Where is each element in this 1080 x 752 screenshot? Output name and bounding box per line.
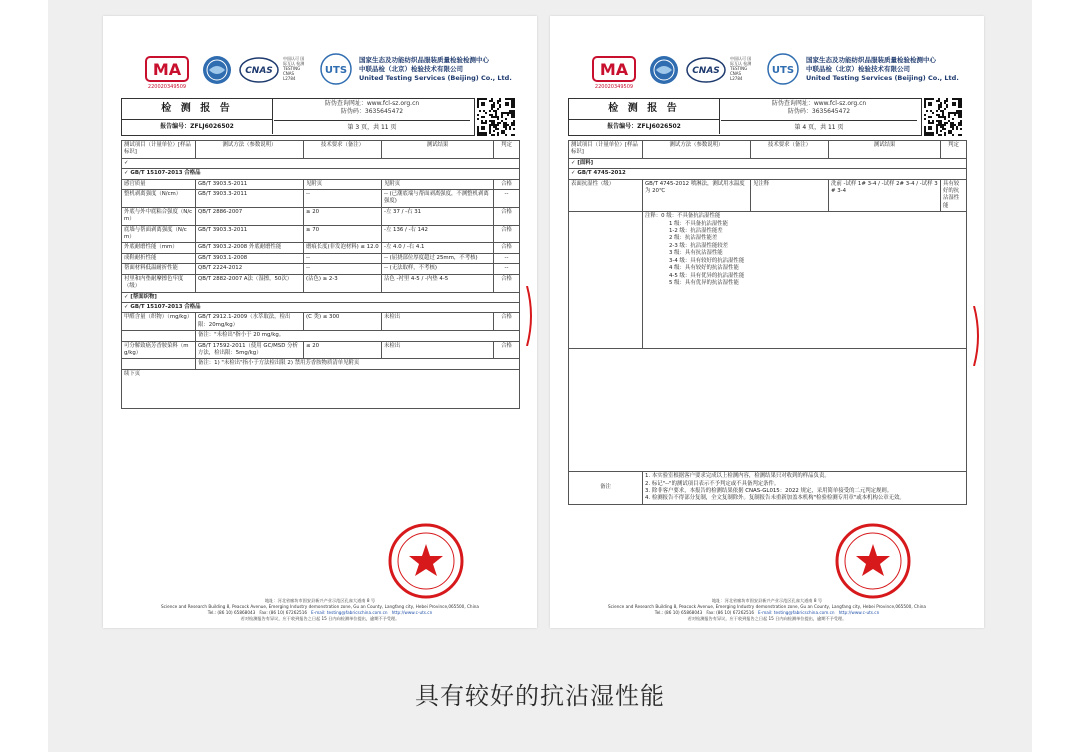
cell-method: GB/T 3903.2-2008 外底耐磨性能 — [196, 243, 304, 253]
side-seal-icon — [972, 306, 984, 366]
svg-text:UTS: UTS — [771, 65, 795, 76]
remark-line: 2. 标记"--"的测试项目表示不予判定或不具备判定条件。 — [645, 480, 780, 487]
remarks-label: 备注 — [569, 472, 643, 505]
inspection-seal-icon — [834, 522, 912, 600]
uts-logo-icon — [319, 52, 353, 88]
table-row: ✓ GB/T 15107-2013 合格品 — [122, 169, 520, 179]
table-row: ✓ [面料] — [569, 158, 967, 168]
cma-logo-icon — [592, 56, 636, 82]
inspection-seal-icon — [387, 522, 465, 600]
cell-item: 整机剥离强度（N/cm） — [122, 190, 196, 208]
ilac-mra-logo-icon — [201, 54, 233, 86]
table-row — [569, 179, 967, 212]
cell-requirement: 见注释 — [751, 179, 829, 212]
grade-note-line: 5 级：具有优异的抗沾湿性能 — [669, 279, 739, 286]
remark-line: 4. 检测报告不得部分复制，全文复制除外。复制报告未重新加盖本机构"检验检测专用章"或本机构公章无效。 — [645, 495, 905, 502]
cell-judgement: 合格 — [494, 313, 520, 331]
cell-result: 未检出 — [382, 341, 494, 359]
cell-requirement: -- — [304, 264, 382, 274]
col-header-item: 测试项目（计量单位）[样品标识] — [569, 141, 643, 159]
grade-note-line: 2 级：抗沾湿性能差 — [669, 235, 718, 242]
table-row — [122, 243, 520, 253]
cell-method: GB/T 3903.5-2011 — [196, 179, 304, 189]
table-row — [569, 349, 967, 472]
table-header-row — [569, 141, 967, 159]
cell-method: QB/T 2882-2007 A法（湿擦，50次） — [196, 274, 304, 292]
cell-item: 帮面材料低温耐折性能 — [122, 264, 196, 274]
remark-line: 3. 除非客户要求，本报告的检测结果依据 CNAS-GL015：2022 规定，采用简单接受的二元判定规则。 — [645, 488, 893, 495]
report-title-box — [568, 98, 922, 136]
cell-requirement: 磨痕长度(非发泡材料) ≤ 12.0 — [304, 243, 382, 253]
cell-requirement: ≥ 20 — [304, 207, 382, 225]
grade-note-line: 4 级：具有较好的抗沾湿性能 — [669, 265, 739, 272]
cell-result: -左 4.0 / -右 4.1 — [382, 243, 494, 253]
report-header-logos — [139, 52, 523, 100]
cell-method: QB/T 2886-2007 — [196, 207, 304, 225]
table-row — [122, 207, 520, 225]
cell-judgement: 合格 — [494, 179, 520, 189]
cell-judgement: 合格 — [494, 225, 520, 243]
svg-text:CNAS: CNAS — [245, 66, 273, 76]
cell-requirement: 见附页 — [304, 179, 382, 189]
cell-result: 见附页 — [382, 179, 494, 189]
table-row — [122, 341, 520, 359]
table-row — [122, 274, 520, 292]
page-number: 第 4 页，共 11 页 — [721, 120, 917, 135]
cell-result: 沾色 -衬里 4-5 / -内垫 4-5 — [382, 274, 494, 292]
test-results-table — [121, 140, 520, 409]
cnas-subtext: 中国认可 国际互认 检测 TESTING CNAS L2784 — [283, 56, 305, 81]
table-row — [122, 264, 520, 274]
table-row: ✓ GB/T 4745-2012 — [569, 169, 967, 179]
table-row — [122, 313, 520, 331]
grade-note-line: 2-3 级：抗沾湿性能较差 — [669, 242, 729, 249]
cell-item: 底墙与帮面剥离强度（N/cm） — [122, 225, 196, 243]
cell-judgement: 具有较好的抗沾湿性能 — [941, 179, 967, 212]
cell-method: GB/T 3903.3-2011 — [196, 225, 304, 243]
col-header-requirement: 技术要求（备注） — [751, 141, 829, 159]
cma-logo-icon — [145, 56, 189, 82]
cell-result: -- (已潮底端与帮面剥离强度，不测整机剥离强度) — [382, 190, 494, 208]
svg-text:MA: MA — [599, 60, 629, 79]
cell-result: -左 37 / -右 31 — [382, 207, 494, 225]
table-body — [122, 158, 520, 408]
col-header-method: 测试方法（参数说明） — [643, 141, 751, 159]
cell-item: 外底与外中底粘合强度（N/cm） — [122, 207, 196, 225]
table-row: 备注："未检出"指小于 20 mg/kg。 — [122, 331, 520, 341]
cell-method: GB/T 17592-2011（使用 GC/MSD 分析方法，检出限：5mg/kg） — [196, 341, 304, 359]
cell-requirement: ≥ 70 — [304, 225, 382, 243]
report-number: 报告编号：ZFLJ6026502 — [122, 120, 273, 134]
cell-method: GB/T 4745-2012 喷淋法，测试用水温度为 20℃ — [643, 179, 751, 212]
cell-requirement: (沾色) ≥ 2-3 — [304, 274, 382, 292]
col-header-result: 测试结果 — [829, 141, 941, 159]
table-row: 备注：1) "未检出"指小于方法检出限 2) 禁用芳香胺物质清单见附页 — [122, 359, 520, 369]
table-row — [122, 253, 520, 263]
cell-item: 感官质量 — [122, 179, 196, 189]
cnas-logo-icon — [686, 56, 726, 84]
cell-judgement: 合格 — [494, 207, 520, 225]
grade-note-line: 注释：0 级：不具备抗沾湿性能 — [645, 213, 721, 220]
cell-judgement: -- — [494, 190, 520, 208]
cell-requirement: ≤ 20 — [304, 341, 382, 359]
col-header-method: 测试方法（参数说明） — [196, 141, 304, 159]
cnas-logo-icon — [239, 56, 279, 84]
grade-notes — [643, 212, 967, 349]
grade-note-line: 1-2 级：抗沾湿性能差 — [669, 228, 723, 235]
anti-fake-info: 防伪查询网址：www.fcl-sz.org.cn 防伪码：3635645472 — [324, 100, 420, 115]
table-row: ✓ — [122, 158, 520, 168]
grade-note-line: 4-5 级：具有优异的抗沾湿性能 — [669, 272, 745, 279]
ma-number: 220020349509 — [147, 84, 187, 90]
report-title-box — [121, 98, 475, 136]
table-row: ✓ GB/T 15107-2013 合格品 — [122, 302, 520, 312]
cell-item: 表面抗湿性（级） — [569, 179, 643, 212]
cell-requirement: (C 类) ≤ 300 — [304, 313, 382, 331]
ma-number: 220020349509 — [594, 84, 634, 90]
cell-judgement: -- — [494, 253, 520, 263]
ilac-mra-logo-icon — [648, 54, 680, 86]
report-title: 检 测 报 告 — [569, 99, 720, 120]
report-page-3 — [103, 16, 537, 628]
table-row — [569, 472, 967, 505]
cell-judgement: 合格 — [494, 341, 520, 359]
report-title: 检 测 报 告 — [122, 99, 273, 120]
caption-text: 具有较好的抗沾湿性能 — [415, 682, 665, 710]
cell-method: GB/T 3903.3-2011 — [196, 190, 304, 208]
remark-line: 1. 本实验室根据客户要求完成以上检测内容，检测结果只对收到的样品负责。 — [645, 473, 830, 480]
qr-code-icon — [477, 98, 515, 136]
table-row — [569, 212, 967, 349]
cell-item: 甲醛含量（织物）（mg/kg） — [122, 313, 196, 331]
table-row: 续下页 — [122, 369, 520, 408]
remarks — [643, 472, 967, 505]
side-seal-icon — [525, 286, 537, 346]
report-header-logos — [586, 52, 970, 100]
cell-method: QB/T 2224-2012 — [196, 264, 304, 274]
cell-item: 成鞋耐折性能 — [122, 253, 196, 263]
cell-result: -- (无法取样，不考核) — [382, 264, 494, 274]
cell-method: GB/T 2912.1-2009（水萃取法，检出限：20mg/kg） — [196, 313, 304, 331]
cell-requirement: -- — [304, 253, 382, 263]
cell-result: -- (屈挠部位厚度超过 25mm，不考核) — [382, 253, 494, 263]
organization-name: 国家生态及功能纺织品服装质量检验检测中心 中联品检（北京）检验技术有限公司 United Testing Services (Beijing) Co., Ltd. — [359, 56, 512, 82]
table-row — [122, 190, 520, 208]
col-header-judgement: 判定 — [941, 141, 967, 159]
col-header-item: 测试项目（计量单位）[样品标识] — [122, 141, 196, 159]
table-row — [122, 179, 520, 189]
uts-logo-icon — [766, 52, 800, 88]
cell-result: 未检出 — [382, 313, 494, 331]
svg-text:MA: MA — [152, 60, 182, 79]
report-footer: 地址：河北省廊坊市固安县新兴产业示范区孔雀大道南 8 号 Science and Research Building 8, Peacock Avenue, Emerging Industry demonstration zone, Gu an County, Langfang city, Hebei Province,065500, China Tel.: (86 10) 65868043 Fax: (86 10) 67262516 E-mail: testing@fabricschina.com.cn http://www.c-uts.cn 若对检测报告有异议，应于收到报告之日起 15 日内向检测单位提出，逾期不予受理。 — [161, 598, 479, 621]
organization-name: 国家生态及功能纺织品服装质量检验检测中心 中联品检（北京）检验技术有限公司 United Testing Services (Beijing) Co., Ltd. — [806, 56, 959, 82]
cell-item: 外底耐磨性能（mm） — [122, 243, 196, 253]
cell-result: -左 136 / -右 142 — [382, 225, 494, 243]
report-footer: 地址：河北省廊坊市固安县新兴产业示范区孔雀大道南 8 号 Science and Research Building 8, Peacock Avenue, Emerging Industry demonstration zone, Gu an County, Langfang city, Hebei Province,065500, China Tel.: (86 10) 65868043 Fax: (86 10) 67262516 E-mail: testing@fabricschina.com.cn http://www.c-uts.cn 若对检测报告有异议，应于收到报告之日起 15 日内向检测单位提出，逾期不予受理。 — [608, 598, 926, 621]
page-number: 第 3 页，共 11 页 — [274, 120, 470, 135]
grade-note-line: 3 级：具有抗沾湿性能 — [669, 250, 723, 257]
col-header-judgement: 判定 — [494, 141, 520, 159]
table-row — [122, 225, 520, 243]
qr-code-icon — [924, 98, 962, 136]
cell-item: 可分解致癌芳香胺染料（mg/kg） — [122, 341, 196, 359]
svg-text:CNAS: CNAS — [692, 66, 720, 76]
cnas-subtext: 中国认可 国际互认 检测 TESTING CNAS L2784 — [730, 56, 752, 81]
grade-note-line: 1 级：不具备抗沾湿性能 — [669, 220, 729, 227]
anti-fake-info: 防伪查询网址：www.fcl-sz.org.cn 防伪码：3635645472 — [771, 100, 867, 115]
cell-method: GB/T 3903.1-2008 — [196, 253, 304, 263]
test-results-table — [568, 140, 967, 505]
svg-text:UTS: UTS — [324, 65, 348, 76]
cell-judgement: 合格 — [494, 243, 520, 253]
table-row: ✓ [帮面织物] — [122, 292, 520, 302]
table-header-row — [122, 141, 520, 159]
report-page-4 — [550, 16, 984, 628]
cell-result: 洗前 -试样 1# 3-4 / -试样 2# 3-4 / -试样 3# 3-4 — [829, 179, 941, 212]
cell-item: 衬里和内垫耐摩擦色牢度（级） — [122, 274, 196, 292]
col-header-requirement: 技术要求（备注） — [304, 141, 382, 159]
cell-judgement: -- — [494, 264, 520, 274]
cell-judgement: 合格 — [494, 274, 520, 292]
grade-note-line: 3-4 级：具有较好的抗沾湿性能 — [669, 257, 745, 264]
report-number: 报告编号：ZFLJ6026502 — [569, 120, 720, 134]
cell-requirement: -- — [304, 190, 382, 208]
col-header-result: 测试结果 — [382, 141, 494, 159]
